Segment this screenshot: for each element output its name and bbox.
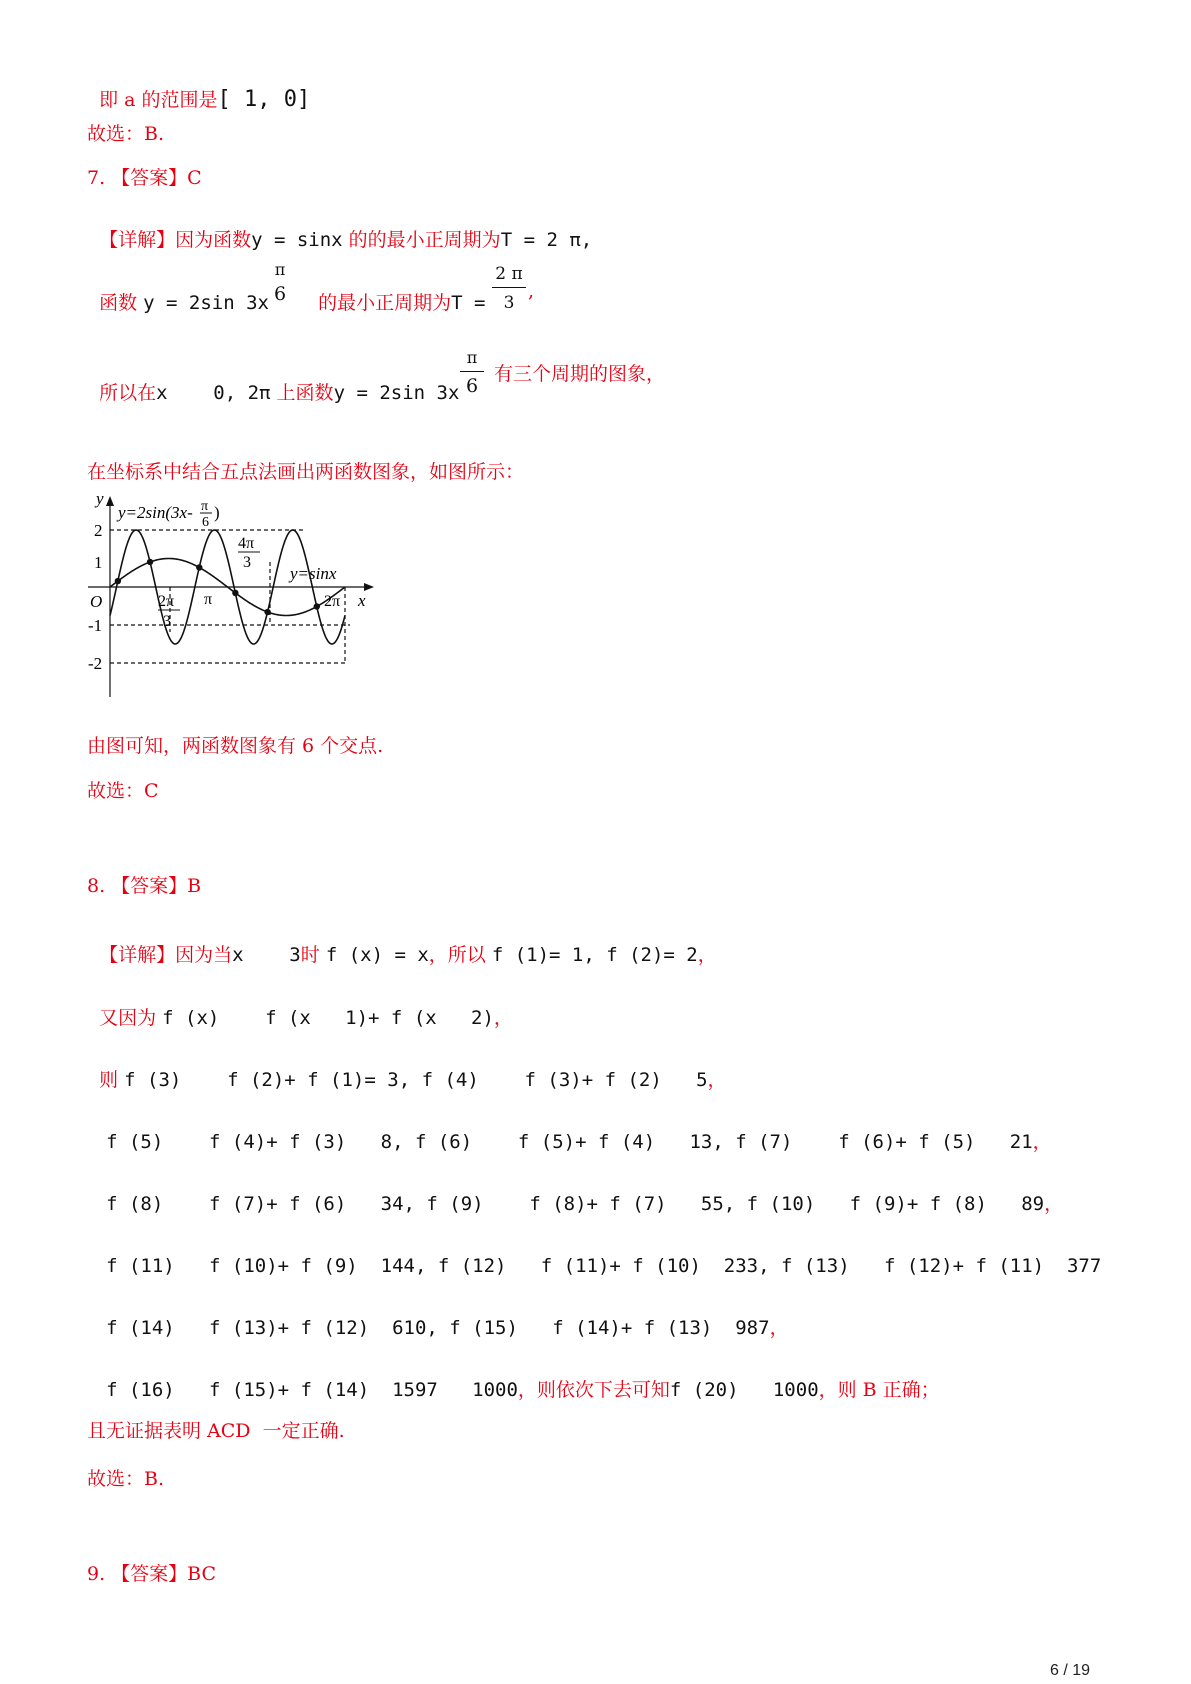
range-math: [ 1, 0] <box>217 87 311 112</box>
intersection-point <box>264 609 270 615</box>
q8-l1-comma: ， <box>697 944 717 966</box>
q7-fn-T-num: 2 π <box>495 264 523 284</box>
q8-l7-comma: ， <box>769 1317 789 1339</box>
tick-m1: -1 <box>88 616 103 635</box>
q8-l8-math2: f (20) 1000 <box>669 1379 819 1401</box>
q8-line4 <box>94 1114 1052 1152</box>
q8-l7-math: f (14) f (13)+ f (12) 610, f (15) f (14)+ f (13) 987 <box>106 1317 770 1339</box>
q7-detail-math: y = sinx <box>251 229 343 251</box>
tick-4pi3-den: 3 <box>243 554 251 571</box>
q7-so-tail: 有三个周期的图象， <box>494 363 666 385</box>
q7-fn-frac-den: 6 <box>273 283 287 305</box>
q8-l4-comma: ， <box>1032 1131 1052 1153</box>
q7-fn-fraction <box>268 258 292 305</box>
q7-so-line <box>87 365 459 403</box>
x-axis-arrow <box>364 583 374 591</box>
q8-l3-comma: ， <box>707 1069 727 1091</box>
q7-fn-T: T = <box>451 292 486 314</box>
q8-l1-values: f (1)= 1, f (2)= 2 <box>491 944 698 966</box>
q8-line7 <box>94 1300 789 1338</box>
q7-so-fraction <box>460 346 484 397</box>
origin-label: O <box>90 592 103 611</box>
q8-l3-math: f (3) f (2)+ f (1)= 3, f (4) f (3)+ f (2) 5 <box>124 1069 708 1091</box>
q8-l8-mid: ，则依次下去可知 <box>517 1379 670 1401</box>
curve1-label: y=2sin(3x- <box>118 503 193 522</box>
q8-l2-recurrence: f (x) f (x 1)+ f (x 2) <box>162 1007 494 1029</box>
q8-l1-label: 【详解】因为当 <box>99 944 233 966</box>
sine-graphs-figure <box>80 492 410 712</box>
q7-choose: 故选：C <box>87 780 159 802</box>
curve1-pi: π <box>201 499 209 514</box>
q7-fn-label: 函数 <box>99 292 138 314</box>
q8-l1-so: ，所以 <box>428 944 486 966</box>
q8-l5-math: f (8) f (7)+ f (6) 34, f (9) f (8)+ f (7) 55, f (10) f (9)+ f (8) 89 <box>106 1193 1045 1215</box>
q8-line6 <box>94 1238 1101 1276</box>
curve1-six: 6 <box>202 515 209 530</box>
tick-2pi3-num: 2π <box>158 593 175 610</box>
q8-l2-comma: ， <box>493 1007 513 1029</box>
q8-l4-math: f (5) f (4)+ f (3) 8, f (6) f (5)+ f (4) 13, f (7) f (6)+ f (5) 21 <box>106 1131 1033 1153</box>
page-number: 6 / 19 <box>1050 1662 1091 1679</box>
q8-answer-heading: 8. 【答案】B <box>87 875 202 897</box>
q7-fn-math: y = 2sin 3x <box>143 292 269 314</box>
q7-fn-tail-line <box>306 275 485 313</box>
q8-l8-math1: f (16) f (15)+ f (14) 1597 1000 <box>106 1379 518 1401</box>
q7-draw-line: 在坐标系中结合五点法画出两函数图象，如图所示： <box>87 461 525 483</box>
q7-period-T: T = 2 π, <box>500 229 593 251</box>
q8-line2 <box>87 990 513 1028</box>
q7-detail-tail: 的的最小正周期为 <box>348 229 501 251</box>
q8-l3-label: 则 <box>99 1069 119 1091</box>
q7-so-frac-den: 6 <box>465 375 479 397</box>
q7-answer-heading: 7. 【答案】C <box>87 167 202 189</box>
q7-so-interval: x 0, 2π <box>156 382 271 404</box>
q7-fn-T-den: 3 <box>503 293 515 313</box>
range-text: 即 a 的范围是 <box>99 89 218 111</box>
q8-l2-label: 又因为 <box>99 1007 157 1029</box>
q8-line8 <box>94 1362 940 1400</box>
tick-2pi3-den: 3 <box>163 613 171 630</box>
tick-4pi3-num: 4π <box>238 535 255 552</box>
intersection-point <box>147 559 153 565</box>
curve2-label: y=sinx <box>290 564 337 583</box>
q7-so-mid: 上函数 <box>276 382 334 404</box>
tick-pi: π <box>204 591 213 608</box>
tick-m2: -2 <box>88 654 103 673</box>
q8-l8-tail: ，则 B 正确； <box>818 1379 940 1401</box>
q9-answer-heading: 9. 【答案】BC <box>87 1563 217 1585</box>
q7-detail-line <box>87 212 592 250</box>
q7-so-label: 所以在 <box>99 382 157 404</box>
q8-line9: 且无证据表明 ACD 一定正确. <box>87 1420 345 1442</box>
q7-so-frac-num: π <box>466 348 478 367</box>
tick-2: 2 <box>94 521 103 540</box>
q8-line1 <box>87 927 717 965</box>
q8-line5 <box>94 1176 1063 1214</box>
q8-line3 <box>87 1052 727 1090</box>
y-axis-arrow <box>106 496 114 506</box>
q8-l6-math: f (11) f (10)+ f (9) 144, f (12) f (11)+ f (10) 233, f (13) f (12)+ f (11) 377 <box>106 1255 1102 1277</box>
q7-conclusion: 由图可知，两函数图象有 6 个交点. <box>87 735 384 757</box>
q7-function-line <box>87 275 269 313</box>
q8-l1-cond: x 3 <box>232 944 301 966</box>
q7-fn-tail: 的最小正周期为 <box>318 292 452 314</box>
q8-l1-when: 时 <box>300 944 320 966</box>
intersection-point <box>314 603 320 609</box>
q7-fn-comma: , <box>528 280 535 302</box>
q7-so-fn: y = 2sin 3x <box>333 382 460 404</box>
x-axis-label: x <box>358 591 366 610</box>
intersection-point <box>196 564 202 570</box>
q7-fn-T-fraction <box>492 262 526 313</box>
choose-b-line: 故选：B. <box>87 123 165 145</box>
tick-2pi: 2π <box>324 593 341 610</box>
q8-choose: 故选：B. <box>87 1468 165 1490</box>
range-line <box>87 70 310 111</box>
q8-l5-comma: ， <box>1044 1193 1064 1215</box>
tick-1: 1 <box>94 553 103 572</box>
y-axis-label: y <box>96 492 104 508</box>
q8-l1-fx: f (x) = x <box>325 944 429 966</box>
intersection-point <box>115 578 121 584</box>
q7-detail-label: 【详解】因为函数 <box>99 229 252 251</box>
q7-fn-frac-num: π <box>274 260 286 279</box>
intersection-point <box>232 590 238 596</box>
curve1-close: ) <box>214 503 220 522</box>
